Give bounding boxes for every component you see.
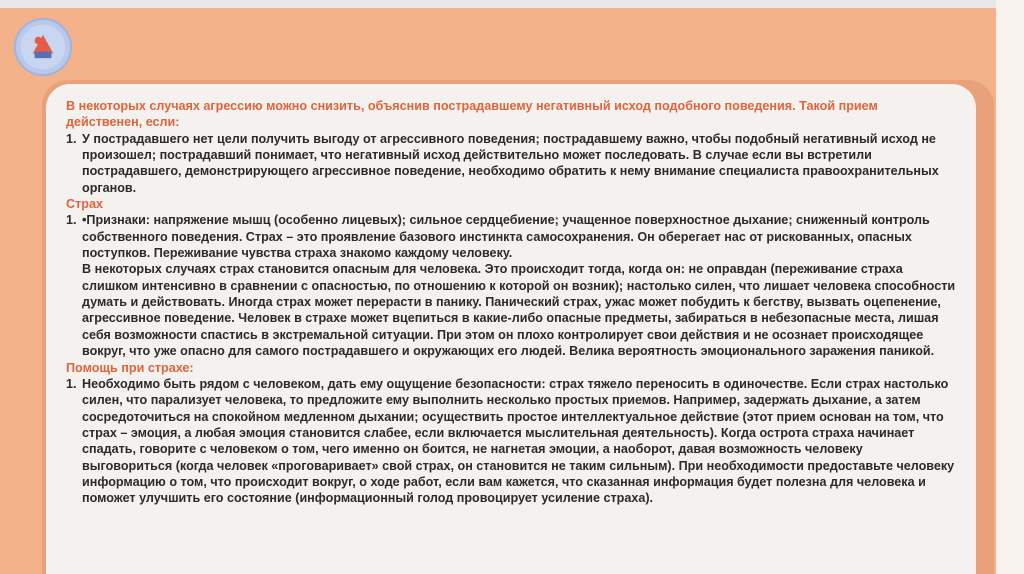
fear-heading: Страх bbox=[66, 197, 103, 212]
top-strip bbox=[0, 0, 1024, 8]
list-number: 1. bbox=[66, 376, 77, 391]
list-number: 1. bbox=[66, 131, 77, 146]
list-number: 1. bbox=[66, 213, 77, 228]
list-item-text: У пострадавшего нет цели получить выгоду от агрессивного поведения; пострадавшему важно, чтобы подобный негативный исход не произошел; пострадавший понимает, что негативный исход действительно может последовать. В случае если вы встретили пострадавшего, демонстрирующего агрессивное поведение, необходимо обратить к нему внимание специалиста правоохранительных органов. bbox=[82, 131, 939, 195]
help-heading: Помощь при страхе: bbox=[66, 360, 194, 375]
list-item bbox=[66, 131, 956, 196]
intro-heading: В некоторых случаях агрессию можно снизить, объяснив пострадавшему негативный исход подобного поведения. Такой прием действенен, если: bbox=[66, 99, 878, 130]
fear-paragraph: В некоторых случаях страх становится опасным для человека. Это происходит тогда, когда он: не оправдан (переживание страха слишком интенсивно в сравнении с опасностью, по отношению к которой он возник); настолько силен, что лишает человека способности думать и действовать. Иногда страх может перерасти в панику. Панический страх, ужас может побудить к бегству, вызвать оцепенение, агрессивное поведение. Человек в страхе может вцепиться в какие-либо опасные предметы, забираться в небезопасные места, лишая себя возможности спастись в экстремальной ситуации. При этом он плохо контролирует свои действия и не осознает происходящее вокруг, что уже опасно для самого пострадавшего и окружающих его людей. Велика вероятность эмоционального заражения паникой. bbox=[82, 262, 956, 359]
list-item bbox=[66, 212, 956, 261]
right-strip bbox=[996, 0, 1024, 574]
list-item-text: Необходимо быть рядом с человеком, дать ему ощущение безопасности: страх тяжело переносить в одиночестве. Если страх настолько силен, что парализует человека, то предложите ему выполнить несколько простых приемов. Например, задержать дыхание, а затем сосредоточиться на спокойном медленном дыхании; осуществить простое интеллектуальное действие (этот прием основан на том, что страх – эмоция, а любая эмоция становится слабее, если включается мыслительная деятельность). Когда острота страха начинает спадать, говорите с человеком о том, чего именно он боится, не нагнетая эмоции, а наоборот, давая возможность человеку выговориться (когда человек «проговаривает» свой страх, он становится не таким сильным). При необходимости предоставьте человеку информацию о том, что происходит вокруг, о ходе работ, если вам кажется, что сказанная информация будет полезна для человека и поможет улучшить его состояние (информационный голод провоцирует усиление страха). bbox=[82, 376, 955, 506]
content-panel bbox=[46, 84, 976, 574]
list-item bbox=[66, 376, 956, 507]
school-emblem-icon bbox=[14, 18, 72, 76]
list-item-text: •Признаки: напряжение мышц (особенно лицевых); сильное сердцебиение; учащенное поверхностное дыхание; сниженный контроль собственного поведения. Страх – это проявление базового инстинкта самосохранения. Он оберегает нас от рискованных, опасных поступков. Переживание чувства страха знакомо каждому человеку. bbox=[82, 213, 930, 261]
